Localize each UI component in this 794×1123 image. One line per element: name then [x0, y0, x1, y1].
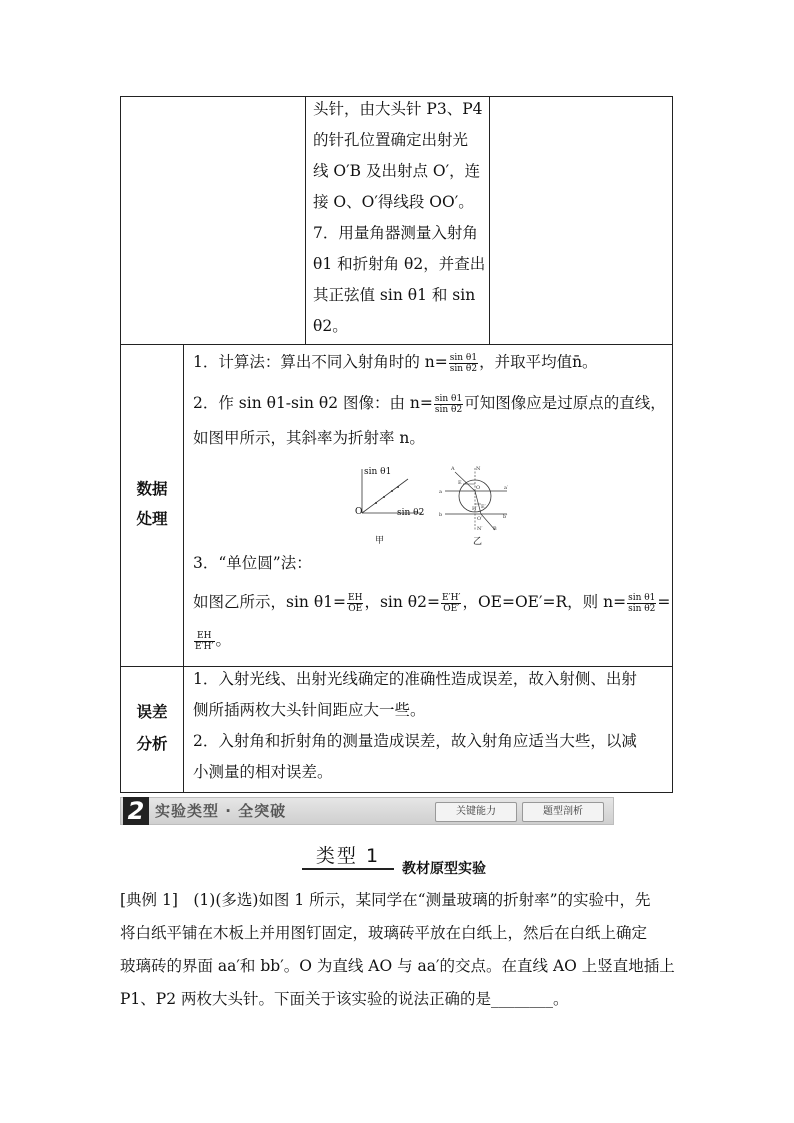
svg-text:a: a	[439, 489, 442, 495]
svg-text:E: E	[458, 480, 462, 486]
svg-text:N′: N′	[477, 526, 483, 532]
error-line-2: 侧所插两枚大头针间距应大一些。	[193, 701, 426, 719]
svg-text:E′: E′	[481, 504, 486, 510]
table-border-top	[120, 96, 673, 97]
method-3-tail: 。	[215, 631, 232, 649]
method-2	[193, 393, 666, 415]
svg-text:a′: a′	[504, 485, 509, 491]
table-col-divider-label	[183, 344, 184, 793]
error-analysis-label-b: 分析	[136, 734, 168, 753]
table-border-right	[672, 96, 673, 793]
result-fraction: $\frac{EH}{E'H'}$	[195, 630, 214, 652]
method-2-post: 可知图像应是过原点的直线，	[464, 394, 666, 412]
plot-origin: O	[355, 507, 363, 517]
method-2-pre: 2．作 sin θ1-sin θ2 图像：由 n=	[193, 394, 433, 412]
sin1-fraction: $\frac{EH}{OE}$	[348, 592, 363, 614]
svg-text:B: B	[493, 526, 497, 532]
table-col-divider-a	[305, 96, 306, 345]
step-line-1: 头针，由大头针 P3、P4	[313, 100, 483, 118]
sin2-fraction: $\frac{E'H'}{OE'}$	[441, 592, 461, 614]
example-line-2: 将白纸平铺在木板上并用图钉固定，玻璃砖平放在白纸上，然后在白纸上确定	[120, 924, 648, 942]
svg-text:O′: O′	[477, 516, 483, 522]
type-name: 教材原型实验	[402, 861, 486, 877]
ratio-fraction-3: $\frac{\text{sin θ1}}{\text{sin θ2}}$	[628, 592, 656, 614]
method-3-pre: 如图乙所示，sin θ1=	[193, 593, 347, 611]
tag-question-analysis: 题型剖析	[522, 802, 604, 822]
method-1	[193, 352, 598, 374]
table-border-bottom	[120, 792, 673, 793]
figure-a-caption: 甲	[375, 536, 385, 546]
ratio-fraction-2: $\frac{\text{sin θ1}}{\text{sin θ2}}$	[434, 393, 463, 415]
method-3-formula	[193, 592, 670, 614]
ratio-fraction: $\frac{\text{sin θ1}}{\text{sin θ2}}$	[449, 352, 478, 374]
data-processing-label-b: 处理	[136, 509, 168, 528]
figure-b-caption: 乙	[473, 537, 483, 547]
method-3-result	[193, 630, 231, 652]
section-banner	[120, 797, 614, 825]
method-1-pre: 1．计算法：算出不同入射角时的 n=	[193, 353, 448, 371]
svg-text:O: O	[476, 485, 481, 491]
error-line-1: 1．入射光线、出射光线确定的准确性造成误差，故入射侧、出射	[193, 670, 637, 688]
method-1-post: ，并取平均值n̄。	[479, 353, 598, 371]
step-line-5: 7．用量角器测量入射角	[313, 224, 478, 242]
method-3-mid1: ，sin θ2=	[364, 593, 440, 611]
step-line-8: θ2。	[313, 317, 348, 335]
example-line-1: [典例 1] (1)(多选)如图 1 所示，某同学在“测量玻璃的折射率”的实验中，先	[120, 891, 651, 909]
plot-ylabel: sin θ1	[364, 467, 392, 477]
method-3-mid2: ，OE=OE′=R，则 n=	[462, 593, 627, 611]
svg-text:b: b	[439, 512, 443, 518]
error-analysis-label-a: 误差	[136, 702, 168, 721]
svg-text:H′: H′	[472, 506, 478, 512]
table-row-divider-2	[120, 666, 673, 667]
plot-xlabel: sin θ2	[397, 508, 425, 518]
svg-text:A: A	[451, 466, 455, 472]
type-label: 类型 1	[302, 846, 394, 870]
data-processing-label-a: 数据	[136, 479, 168, 498]
error-line-3: 2．入射角和折射角的测量造成误差，故入射角应适当大些，以减	[193, 732, 637, 750]
figure-unit-circle	[437, 464, 513, 544]
banner-number: 2	[123, 797, 149, 825]
error-line-4: 小测量的相对误差。	[193, 763, 333, 781]
step-line-2: 的针孔位置确定出射光	[313, 131, 469, 149]
method-3-title: 3．“单位圆”法：	[193, 554, 312, 572]
step-line-4: 接 O、O′得线段 OO′。	[313, 193, 474, 211]
table-row-divider-1	[120, 344, 673, 345]
step-line-7: 其正弦值 sin θ1 和 sin	[313, 286, 476, 304]
method-3-post: =	[657, 593, 671, 611]
tag-key-ability: 关键能力	[435, 802, 517, 822]
step-line-3: 线 O′B 及出射点 O′，连	[313, 162, 481, 180]
table-border-left	[120, 96, 121, 793]
svg-text:b′: b′	[503, 514, 508, 520]
step-line-6: θ1 和折射角 θ2，并查出	[313, 255, 486, 273]
example-line-3: 玻璃砖的界面 aa′和 bb′。O 为直线 AO 与 aa′的交点。在直线 AO 上竖直地插上	[120, 957, 675, 975]
method-2-line2: 如图甲所示，其斜率为折射率 n。	[193, 429, 425, 447]
example-line-4: P1、P2 两枚大头针。下面关于该实验的说法正确的是________。	[120, 990, 569, 1008]
svg-text:N: N	[476, 466, 481, 472]
banner-title: 实验类型 · 全突破	[155, 802, 287, 820]
table-col-divider-b	[489, 96, 490, 345]
